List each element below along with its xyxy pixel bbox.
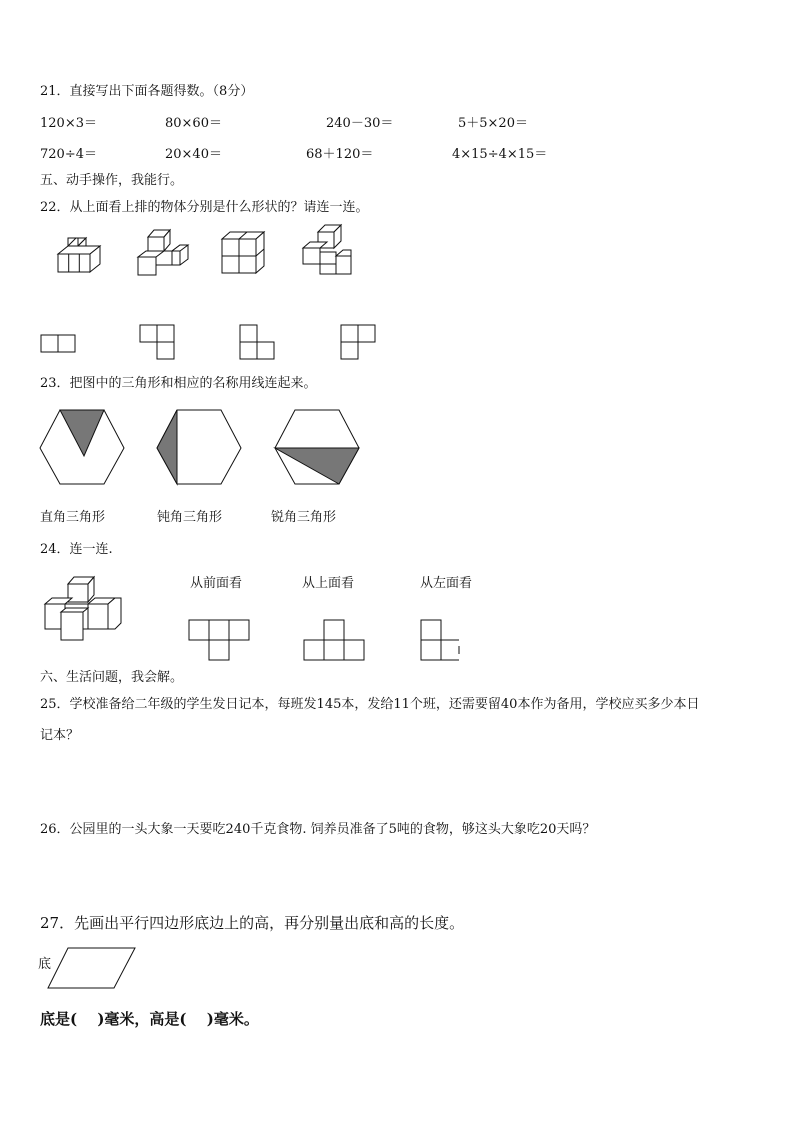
q21-expr-4: 5＋5×20＝ bbox=[458, 116, 528, 131]
q21-expr-2: 80×60＝ bbox=[165, 116, 222, 131]
q25-text-line1: 25．学校准备给二年级的学生发日记本，每班发145本，发给11个班，还需要留40本作为备用，学校应买多少本日 bbox=[40, 697, 700, 712]
q22-topview-4 bbox=[339, 323, 379, 363]
q24-label-top-view: 从上面看 bbox=[302, 576, 355, 591]
q22-cube-figure-1 bbox=[55, 234, 105, 276]
q22-cube-figure-4 bbox=[300, 222, 354, 277]
q21-title: 21．直接写出下面各题得数。（8分） bbox=[40, 84, 254, 99]
q22-topview-1 bbox=[39, 333, 77, 355]
q23-hexagon-3 bbox=[273, 406, 363, 488]
q24-view-shape-3 bbox=[419, 618, 465, 664]
q26-text: 26．公园里的一头大象一天要吃240千克食物. 饲养员准备了5吨的食物，够这头大象吃20天吗？ bbox=[40, 822, 596, 837]
q21-expr-5: 720÷4＝ bbox=[40, 147, 97, 162]
q21-expr-8: 4×15÷4×15＝ bbox=[452, 147, 548, 162]
q23-label-right-triangle: 直角三角形 bbox=[40, 510, 106, 525]
q23-hexagon-1 bbox=[38, 406, 128, 488]
q24-title: 24．连一连. bbox=[40, 542, 113, 557]
q23-label-acute-triangle: 锐角三角形 bbox=[271, 510, 337, 525]
q21-expr-6: 20×40＝ bbox=[165, 147, 222, 162]
q23-title: 23．把图中的三角形和相应的名称用线连起来。 bbox=[40, 376, 317, 391]
q21-expr-3: 240－30＝ bbox=[326, 116, 394, 131]
q27-base-label: 底 bbox=[38, 957, 52, 972]
q24-view-shape-1 bbox=[187, 618, 253, 664]
q22-topview-2 bbox=[138, 323, 178, 363]
section5-title: 五、动手操作，我能行。 bbox=[40, 173, 184, 188]
q25-text-line2: 记本？ bbox=[40, 728, 80, 743]
q24-label-left-view: 从左面看 bbox=[420, 576, 473, 591]
q24-cube-figure bbox=[42, 574, 128, 644]
q23-hexagon-2 bbox=[155, 406, 245, 488]
q22-cube-figure-2 bbox=[136, 227, 190, 279]
q21-expr-7: 68＋120＝ bbox=[306, 147, 374, 162]
q22-cube-figure-3 bbox=[219, 229, 267, 275]
q27-title: 27．先画出平行四边形底边上的高，再分别量出底和高的长度。 bbox=[40, 914, 465, 932]
section6-title: 六、生活问题，我会解。 bbox=[40, 670, 184, 685]
q27-answer: 底是( )毫米，高是( )毫米。 bbox=[40, 1010, 259, 1028]
q22-topview-3 bbox=[238, 323, 278, 363]
q24-view-shape-2 bbox=[302, 618, 368, 664]
q22-title: 22．从上面看上排的物体分别是什么形状的？请连一连。 bbox=[40, 200, 369, 215]
q24-label-front-view: 从前面看 bbox=[190, 576, 243, 591]
q23-label-obtuse-triangle: 钝角三角形 bbox=[157, 510, 223, 525]
q21-expr-1: 120×3＝ bbox=[40, 116, 97, 131]
q27-parallelogram bbox=[46, 946, 138, 992]
